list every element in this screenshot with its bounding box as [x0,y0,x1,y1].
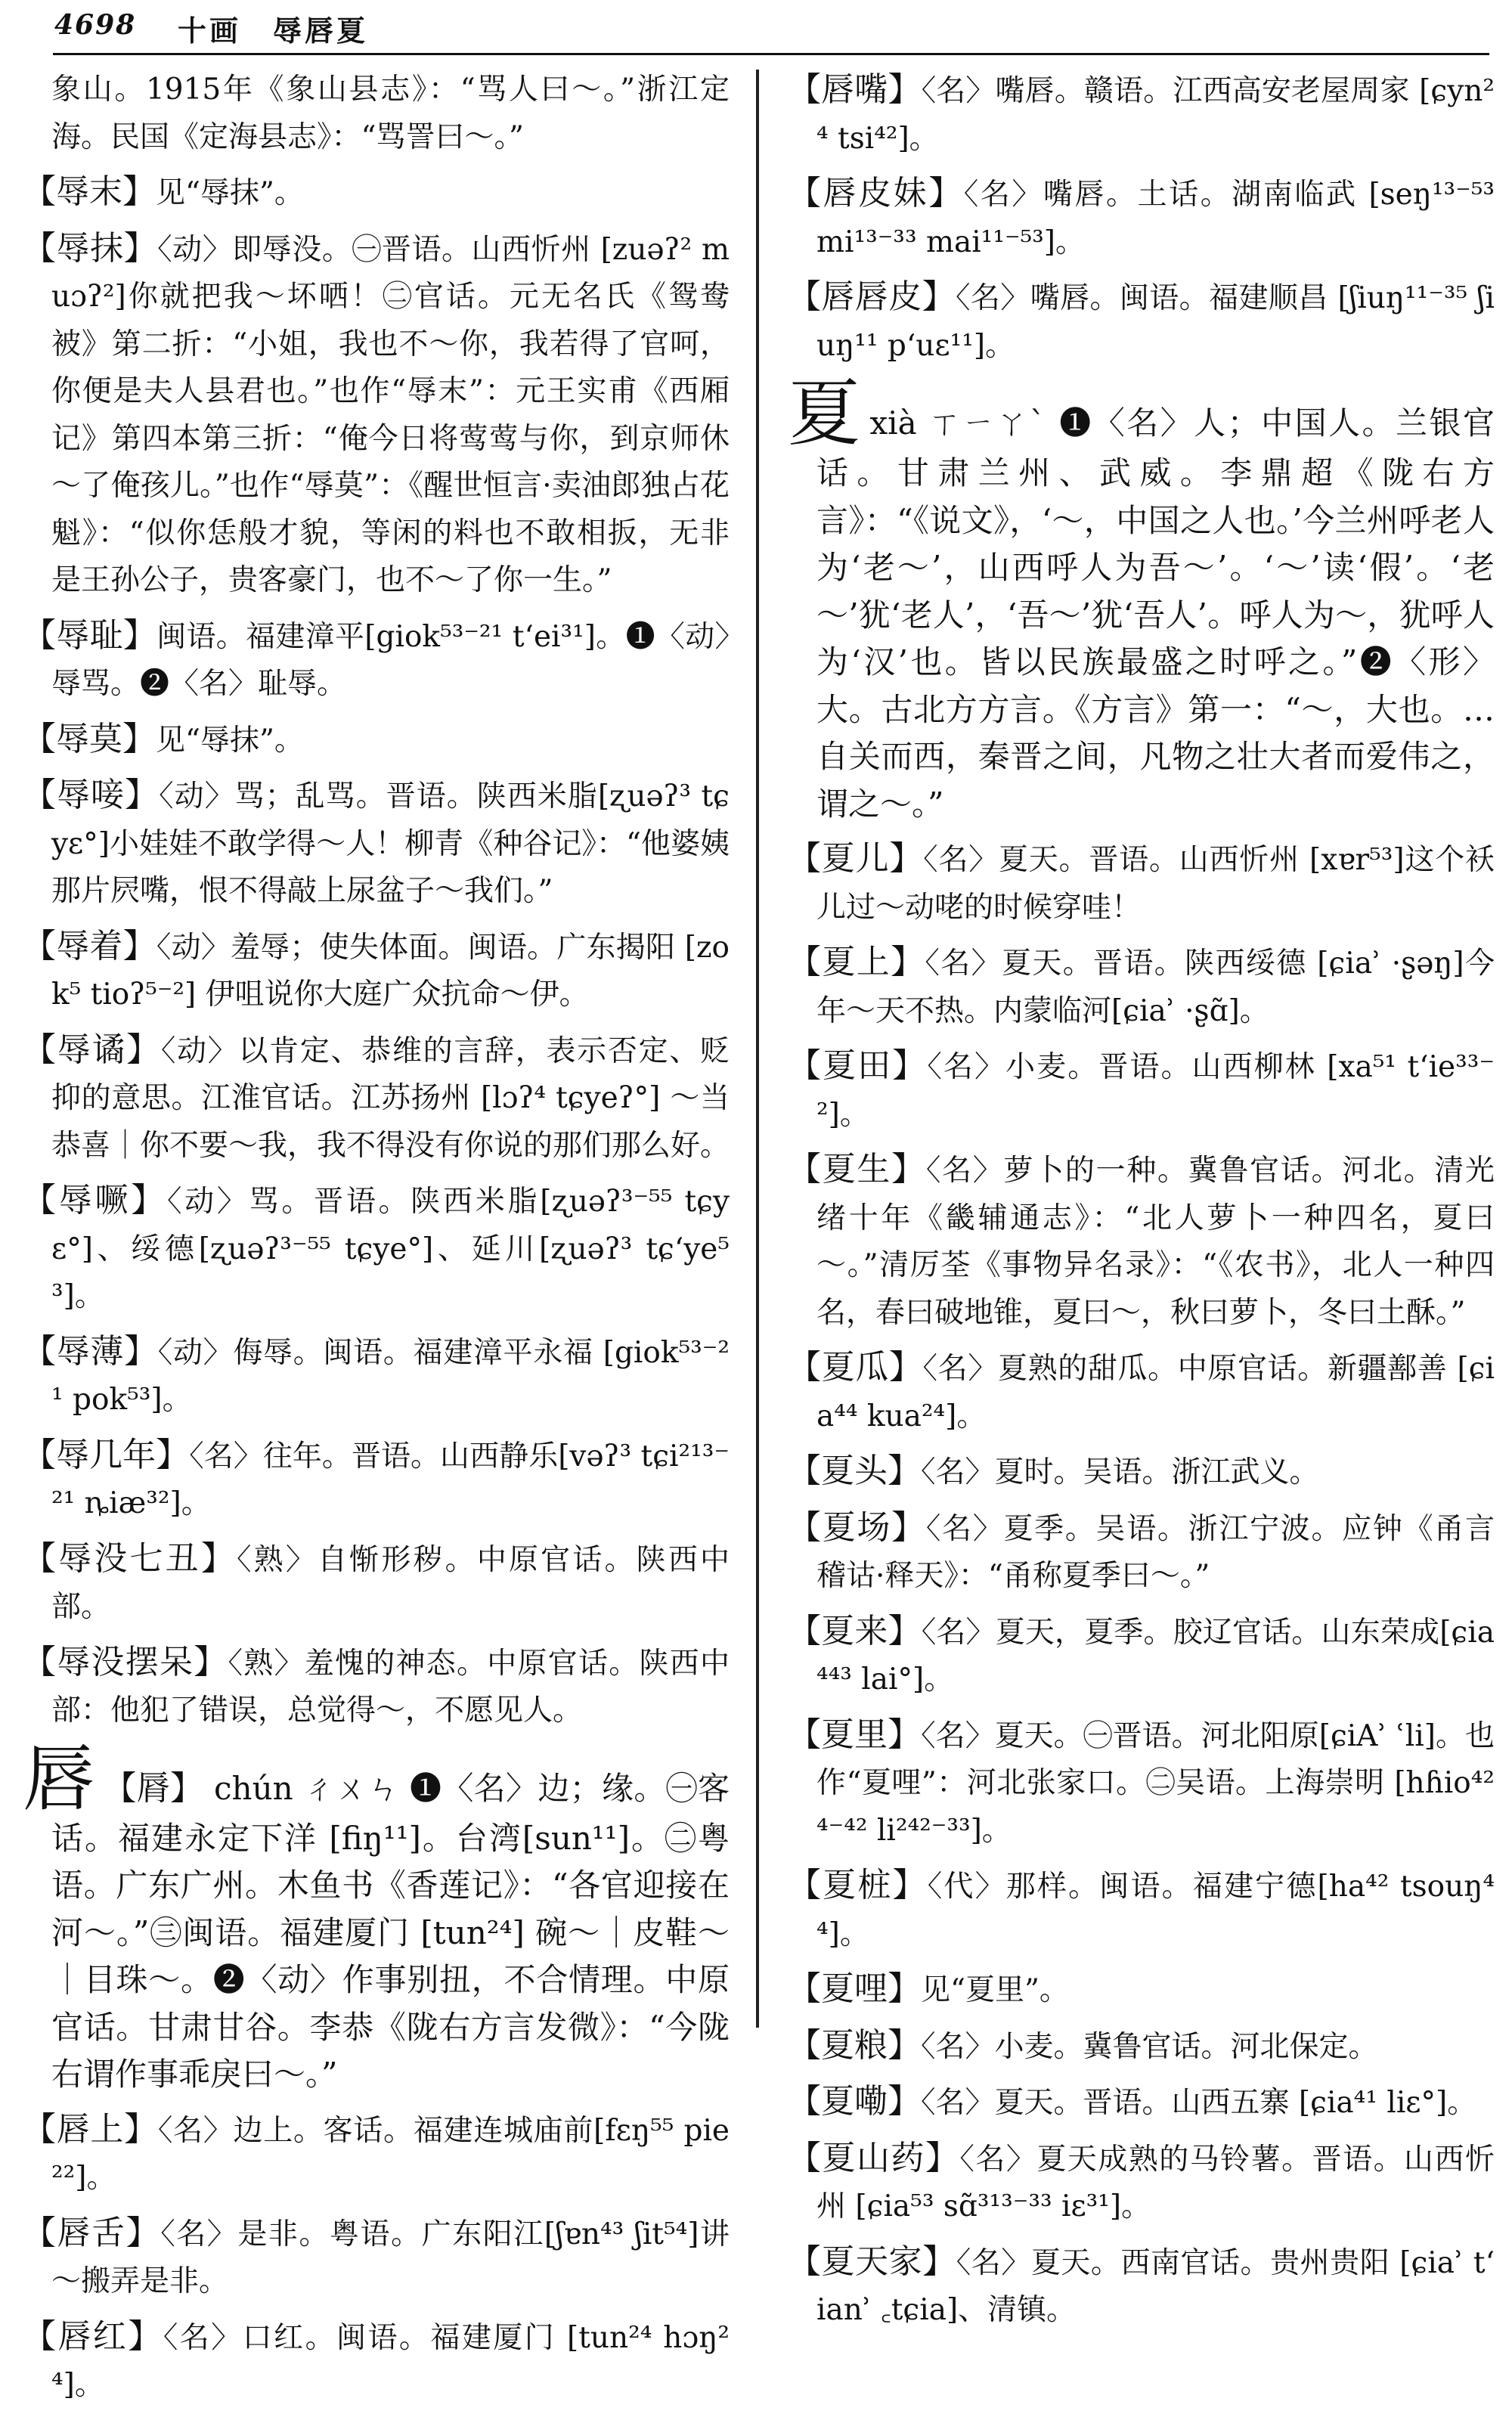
dictionary-entry [23,1328,730,1424]
entry-definition: 〈代〉那样。闽语。福建宁德[ha⁴² tsouŋ⁴⁴]。 [816,1870,1495,1951]
dictionary-entry [788,1448,1495,1497]
entry-headword: 【夏天家】 [788,2242,956,2281]
entry-headword: 【夏来】 [788,1611,922,1650]
variant-character: 【脣】 [103,1768,204,1808]
dictionary-entry [23,2210,730,2306]
entry-definition: 见“辱抹”。 [156,723,304,758]
dictionary-entry [788,2078,1495,2127]
entry-definition: 〈名〉萝卜的一种。冀鲁官话。河北。清光绪十年《畿辅通志》：“北人萝卜一种四名，夏曰～。”清厉荃《事物异名录》：“《农书》，北人一种四名，春曰破地锥，夏曰～，秋曰萝卜，冬曰土酥。” [816,1154,1495,1330]
entry-definition: 〈熟〉自惭形秽。中原官话。陕西中部。 [51,1542,730,1624]
entry-headword: 【辱薄】 [23,1331,158,1371]
main-character-entry-xia [788,371,1495,828]
dictionary-entry [788,2135,1495,2231]
dictionary-entry [788,1146,1495,1337]
dictionary-entry [788,170,1495,266]
entry-definition: 〈名〉嘴唇。赣语。江西高安老屋周家 [ɕyn²⁴ tsi⁴²]。 [816,74,1495,156]
left-column [23,67,730,2417]
entry-headword: 【辱没七丑】 [23,1539,237,1578]
entry-headword: 【夏生】 [788,1150,926,1188]
entry-headword: 【夏上】 [788,943,925,981]
entry-headword: 【夏儿】 [788,839,924,878]
entry-headword: 【夏山药】 [788,2138,960,2177]
pinyin: xià ㄒㄧㄚˋ [869,404,1048,442]
entry-definition: 〈名〉夏天。晋语。山西五寨 [ɕia⁴¹ liɛ°]。 [921,2086,1477,2120]
entry-definition: 〈名〉嘴唇。闽语。福建顺昌 [ʃiuŋ¹¹⁻³⁵ ʃiuŋ¹¹ pʻuɛ¹¹]。 [816,281,1495,363]
page-number: 4698 [54,9,137,41]
entry-headword: 【辱唼】 [23,776,160,814]
dictionary-entry [23,1027,730,1170]
dictionary-entry [788,939,1495,1035]
dictionary-entry [23,1432,730,1528]
entry-definition: 见“夏里”。 [921,1973,1069,2007]
dictionary-entry [788,1608,1495,1704]
dictionary-entry [23,1535,730,1631]
dictionary-entry [788,1862,1495,1958]
dictionary-entry [23,1639,730,1735]
dictionary-entry [23,225,730,605]
entry-headword: 【唇红】 [23,2316,163,2356]
dictionary-entry [788,835,1495,931]
main-character-entry-chun [23,1736,730,2099]
entry-headword: 【辱几年】 [23,1435,190,1474]
entry-headword: 【夏嘞】 [788,2082,921,2121]
entry-definition: 〈名〉夏天。西南官话。贵州贵阳 [ɕiaʾ tʻianʾ ꜀tɕia]、清镇。 [816,2245,1495,2327]
entry-definition: 〈名〉夏天。㊀晋语。河北阳原[ɕiAʾ ʿli]。也作“夏哩”：河北张家口。㊁吴语。上海崇明 [hɦio⁴²⁴⁻⁴² li²⁴²⁻³³]。 [816,1718,1495,1848]
dictionary-entry [788,1043,1495,1139]
dictionary-entry [788,1712,1495,1855]
entry-definition: 闽语。福建漳平[giok⁵³⁻²¹ tʻei³¹]。❶〈动〉辱骂。❷〈名〉耻辱。 [51,619,730,701]
entry-definition: 〈名〉夏季。吴语。浙江宁波。应钟《甬言稽诂·释天》：“甬称夏季曰～。” [816,1511,1495,1593]
entry-definition: 〈名〉口红。闽语。福建厦门 [tun²⁴ hɔŋ²⁴]。 [51,2320,730,2402]
main-character: 唇 [23,1736,96,1821]
entry-headword: 【唇唇皮】 [788,277,956,316]
entry-definition: 见“辱抹”。 [156,176,304,210]
section-title: 十画 辱唇夏 [178,14,369,48]
dictionary-entry [23,772,730,916]
right-column [788,67,1495,2342]
entry-definition: ❶〈名〉人；中国人。兰银官话。甘肃兰州、武威。李鼎超《陇右方言》：“《说文》，‘～，中国之人也。’今兰州呼老人为‘老～’，山西呼人为吾～’。‘～’读‘假’。‘老～’犹‘老人’，‘吾～’犹‘吾人’。呼人为～，犹呼人为‘汉’也。皆以民族最盛之时呼之。”❷〈形〉大。古北方方言。《方言》第一：“～，大也。…自关而西，秦晋之间，凡物之壮大者而爱伟之，谓之～。” [816,404,1495,823]
entry-headword: 【辱耻】 [23,615,157,655]
entry-definition: 〈动〉羞辱；使失体面。闽语。广东揭阳 [zok⁵ tioʔ⁵⁻²] 伊咀说你大庭广众抗命～伊。 [51,930,730,1012]
entry-definition: 〈动〉以肯定、恭维的言辞，表示否定、贬抑的意思。江淮官话。江苏扬州 [lɔʔ⁴ tɕyeʔ°] ～当恭喜｜你不要～我，我不得没有你说的那们那么好。 [51,1033,730,1163]
entry-headword: 【辱莫】 [23,719,156,758]
entry-definition: 〈名〉夏时。吴语。浙江武义。 [921,1455,1319,1489]
entry-headword: 【夏里】 [788,1715,922,1754]
entry-definition: 〈名〉是非。粤语。广东阳江[ʃɐn⁴³ ʃit⁵⁴]讲～搬弄是非。 [51,2217,730,2298]
entry-headword: 【夏头】 [788,1452,921,1490]
entry-headword: 【夏哩】 [788,1969,921,2008]
dictionary-entry [788,1344,1495,1440]
dictionary-entry [23,1177,730,1321]
dictionary-entry [23,2106,730,2202]
entry-headword: 【辱着】 [23,926,156,965]
entry-headword: 【夏桩】 [788,1866,928,1904]
entry-definition: 〈动〉骂。晋语。陕西米脂[ʐuəʔ³⁻⁵⁵ tɕyɛ°]、绥德[ʐuəʔ³⁻⁵⁵ tɕye°]、延川[ʐuəʔ³ tɕʻye⁵³]。 [51,1185,730,1313]
dictionary-entry [23,169,730,218]
entry-headword: 【唇上】 [23,2109,158,2149]
entry-definition: 象山。1915年《象山县志》：“骂人曰～。”浙江定海。民国《定海县志》：“骂詈曰～。” [51,73,730,154]
entry-definition: 〈名〉夏天。晋语。山西忻州 [xɐr⁵³]这个袄儿过～动咾的时候穿哇！ [816,843,1495,925]
entry-definition: 〈动〉即辱没。㊀晋语。山西忻州 [zuəʔ² muɔʔ²]你就把我～坏哂！㊁官话。元无名氏《鸳鸯被》第二折：“小姐，我也不～你，我若得了官呵，你便是夫人县君也。”也作“辱末”：元王实甫《西厢记》第四本第三折：“俺今日将莺莺与你，到京师休～了俺孩儿。”也作“辱莫”：《醒世恒言·卖油郎独占花魁》：“似你恁般才貌，等闲的料也不敢相扳，无非是王孙公子，贵客豪门，也不～了你一生。” [51,232,730,597]
entry-definition: 〈名〉夏天成熟的马铃薯。晋语。山西忻州 [ɕia⁵³ sɑ̃³¹³⁻³³ iɛ³¹]。 [816,2142,1495,2223]
pinyin: chún ㄔㄨㄣ [214,1769,400,1807]
entry-headword: 【辱末】 [23,172,156,211]
entry-definition: 〈名〉夏天，夏季。胶辽官话。山东荣成[ɕia⁴⁴³ lai°]。 [816,1615,1495,1697]
entry-definition: 〈动〉骂；乱骂。晋语。陕西米脂[ʐuəʔ³ tɕyɛ°]小娃娃不敢学得～人！柳青《种谷记》：“他婆姨那片屄嘴，恨不得敲上尿盆子～我们。” [51,779,730,908]
entry-definition: 〈熟〉羞愧的神态。中原官话。陕西中部：他犯了错误，总觉得～，不愿见人。 [51,1646,730,1728]
dictionary-entry [23,923,730,1019]
dictionary-entry [788,274,1495,370]
entry-definition: 〈名〉夏天。晋语。陕西绥德 [ɕiaʾ ·ʂəŋ]今年～天不热。内蒙临河[ɕiaʾ ·ʂɑ̃]。 [816,947,1495,1028]
entry-headword: 【夏瓜】 [788,1348,923,1387]
entry-definition: 〈名〉往年。晋语。山西静乐[vəʔ³ tɕi²¹³⁻²¹ ȵiæ³²]。 [51,1439,730,1520]
main-character: 夏 [788,371,863,456]
entry-definition: 〈名〉小麦。晋语。山西柳林 [xa⁵¹ tʻie³³⁻²]。 [816,1050,1495,1132]
entry-headword: 【辱噘】 [23,1181,167,1219]
page-header [53,6,1489,55]
entry-definition: 〈名〉小麦。冀鲁官话。河北保定。 [921,2029,1378,2064]
dictionary-entry [788,2239,1495,2335]
entry-headword: 【夏场】 [788,1508,926,1547]
entry-headword: 【唇皮妹】 [788,174,964,212]
dictionary-entry [23,67,730,161]
entry-headword: 【辱没摆呆】 [23,1642,228,1681]
dictionary-entry [788,67,1495,163]
entry-headword: 【夏田】 [788,1046,928,1085]
entry-headword: 【辱抹】 [23,228,158,268]
entry-definition: 〈动〉侮辱。闽语。福建漳平永福 [giok⁵³⁻²¹ pok⁵³]。 [51,1335,730,1417]
dictionary-entry [23,2313,730,2409]
entry-definition: 〈名〉嘴唇。土话。湖南临武 [seŋ¹³⁻⁵³ mi¹³⁻³³ mai¹¹⁻⁵³]。 [816,178,1495,259]
dictionary-entry [788,1504,1495,1600]
dictionary-entry [788,1966,1495,2015]
dictionary-entry [788,2022,1495,2071]
column-divider [756,70,759,2028]
entry-definition: ❶〈名〉边；缘。㊀客话。福建永定下洋 [fiŋ¹¹]。台湾[sun¹¹]。㊁粤语。广东广州。木鱼书《香莲记》：“各官迎接在河～。”㊂闽语。福建厦门 [tun²⁴] 碗～｜皮鞋～｜目珠～。❷〈动〉作事别扭，不合情理。中原官话。甘肃甘谷。李恭《陇右方言发微》：“今陇右谓作事乖戾曰～。” [51,1769,730,2093]
entry-headword: 【唇嘴】 [788,70,922,109]
dictionary-entry [23,612,730,708]
dictionary-entry [23,716,730,765]
entry-definition: 〈名〉夏熟的甜瓜。中原官话。新疆鄯善 [ɕia⁴⁴ kua²⁴]。 [816,1352,1495,1433]
entry-headword: 【夏粮】 [788,2025,921,2065]
entry-headword: 【辱谲】 [23,1030,161,1069]
entry-headword: 【唇舌】 [23,2213,161,2252]
entry-definition: 〈名〉边上。客话。福建连城庙前[fɛŋ⁵⁵ pie²²]。 [51,2113,730,2195]
